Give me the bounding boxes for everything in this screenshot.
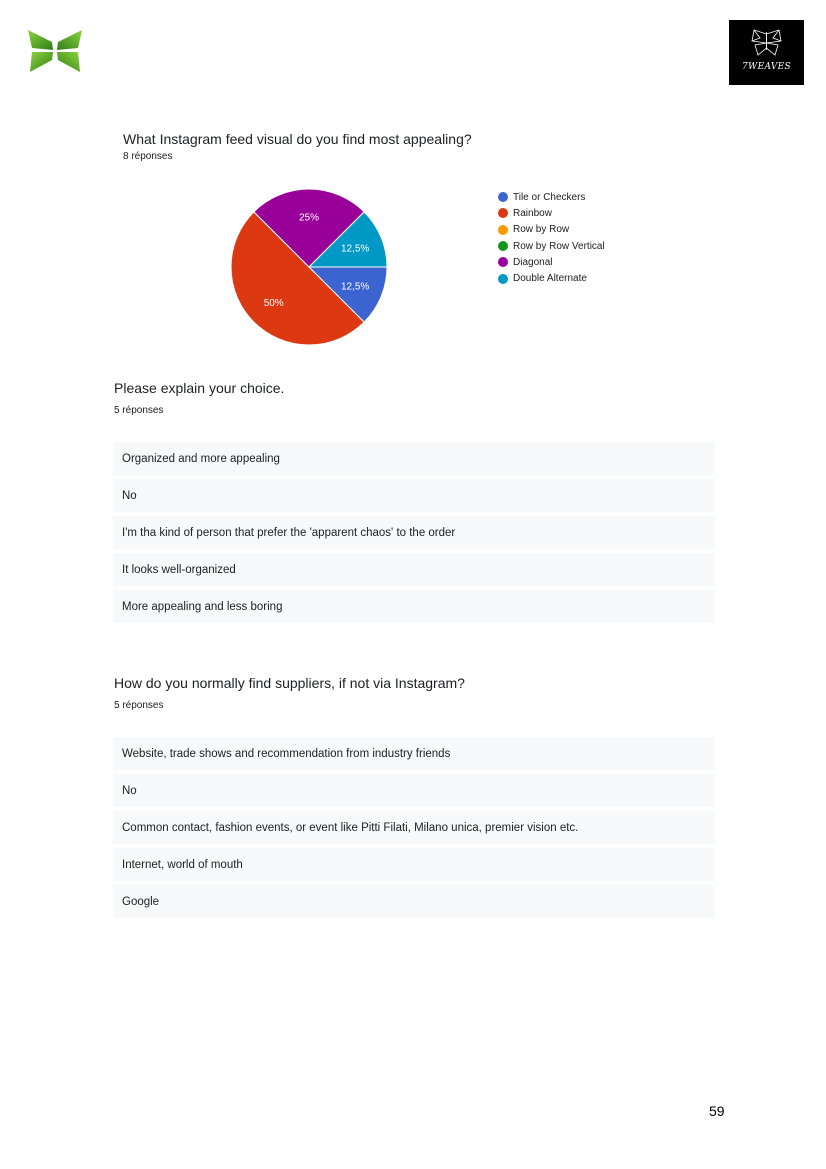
question-title: What Instagram feed visual do you find most appealing? xyxy=(123,131,472,147)
answer-item: I'm tha kind of person that prefer the 'apparent chaos' to the order xyxy=(113,516,715,549)
butterfly-outline-icon xyxy=(750,28,783,58)
legend-item xyxy=(498,189,605,205)
answer-item: No xyxy=(113,774,715,807)
legend-dot-icon xyxy=(498,241,508,251)
page-number: 59 xyxy=(709,1103,725,1119)
legend-dot-icon xyxy=(498,225,508,235)
legend-label: Diagonal xyxy=(513,256,553,268)
answer-item: Internet, world of mouth xyxy=(113,848,715,881)
response-count: 5 réponses xyxy=(114,405,164,416)
pie-data-label: 25% xyxy=(298,212,320,224)
answer-list xyxy=(113,737,715,922)
legend-label: Row by Row xyxy=(513,224,570,236)
chart-legend xyxy=(498,189,605,287)
question-title: How do you normally find suppliers, if not via Instagram? xyxy=(114,675,465,691)
legend-item xyxy=(498,254,605,270)
answer-item: More appealing and less boring xyxy=(113,590,715,623)
response-count: 8 réponses xyxy=(123,151,173,162)
answer-item: Organized and more appealing xyxy=(113,442,715,475)
response-count: 5 réponses xyxy=(114,700,164,711)
legend-dot-icon xyxy=(498,192,508,202)
legend-label: Tile or Checkers xyxy=(513,191,586,203)
legend-dot-icon xyxy=(498,257,508,267)
legend-item xyxy=(498,238,605,254)
question-title: Please explain your choice. xyxy=(114,380,285,396)
pie-data-label: 50% xyxy=(263,297,284,309)
answer-item: No xyxy=(113,479,715,512)
answer-list xyxy=(113,442,715,627)
pie-data-label: 12,5% xyxy=(340,281,370,293)
legend-item xyxy=(498,270,605,286)
legend-dot-icon xyxy=(498,274,508,284)
legend-label: Double Alternate xyxy=(513,273,587,285)
answer-item: Website, trade shows and recommendation from industry friends xyxy=(113,737,715,770)
brand-logo xyxy=(729,20,804,85)
pie-chart xyxy=(230,188,388,346)
legend-label: Rainbow xyxy=(513,207,552,219)
legend-item xyxy=(498,205,605,221)
answer-item: Common contact, fashion events, or event like Pitti Filati, Milano unica, premier vision etc. xyxy=(113,811,715,844)
answer-item: Google xyxy=(113,885,715,918)
legend-dot-icon xyxy=(498,208,508,218)
legend-label: Row by Row Vertical xyxy=(513,240,605,252)
pie-data-label: 12,5% xyxy=(340,243,370,255)
legend-item xyxy=(498,222,605,238)
butterfly-logo-icon xyxy=(26,28,84,74)
brand-logo-text: 7WEAVES xyxy=(742,62,791,72)
answer-item: It looks well-organized xyxy=(113,553,715,586)
